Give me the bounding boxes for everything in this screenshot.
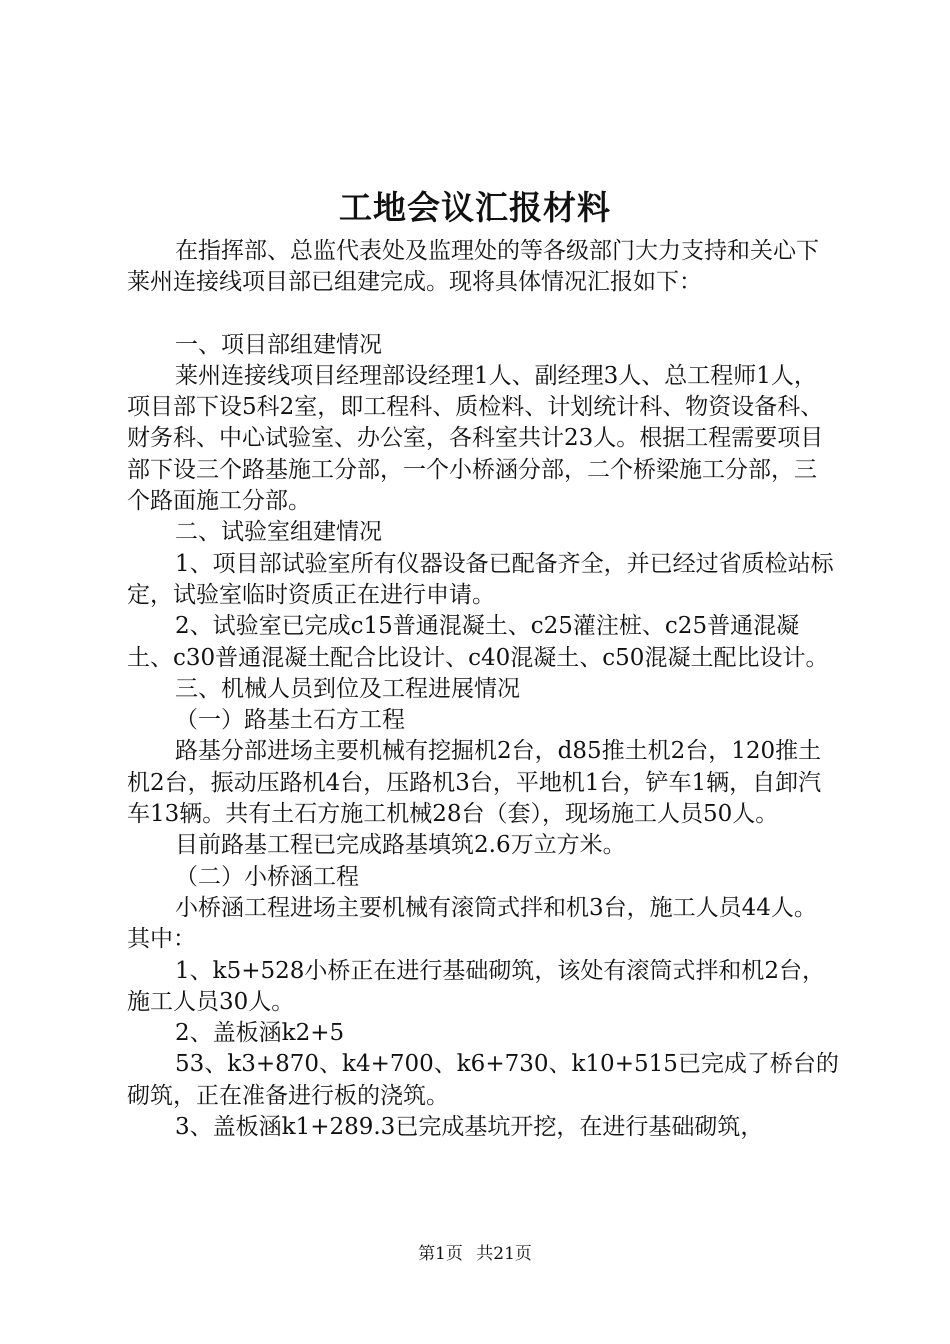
paragraph-roadbed-machinery: 路基分部进场主要机械有挖掘机2台，d85推土机2台，120推土机2台，振动压路机4台，压路机3台，平地机1台，铲车1辆，自卸汽车13辆。共有土石方施工机械28台（套），现场施工人员50人。	[127, 738, 822, 828]
paragraph-lab-1: 1、项目部试验室所有仪器设备已配备齐全，并已经过省质检站标定，试验室临时资质正在进行申请。	[127, 550, 834, 608]
intro-paragraph: 在指挥部、总监代表处及监理处的等各级部门大力支持和关心下莱州连接线项目部已组建完成。现将具体情况汇报如下：	[127, 238, 819, 296]
paragraph-culvert-item-2-continued: 53、k3+870、k4+700、k6+730、k10+515已完成了桥台的砌筑，正在准备进行板的浇筑。	[127, 1051, 839, 1109]
page-footer	[0, 1242, 950, 1266]
section-heading-3: 三、机械人员到位及工程进展情况	[175, 675, 520, 702]
document-title: 工地会议汇报材料	[339, 188, 611, 227]
subsection-heading-1: （一）路基土石方工程	[175, 707, 405, 734]
document-body	[127, 236, 839, 1143]
subsection-heading-2: （二）小桥涵工程	[175, 863, 359, 890]
paragraph-gap	[127, 299, 839, 330]
section-heading-1: 一、项目部组建情况	[175, 331, 382, 358]
paragraph-lab-2: 2、试验室已完成c15普通混凝土、c25灌注桩、c25普通混凝土、c30普通混凝土配合比设计、c40混凝土、c50混凝土配比设计。	[127, 613, 829, 671]
paragraph-culvert-item-1: 1、k5+528小桥正在进行基础砌筑，该处有滚筒式拌和机2台，施工人员30人。	[127, 957, 826, 1015]
section-heading-2: 二、试验室组建情况	[175, 519, 382, 546]
paragraph-project-organization: 莱州连接线项目经理部设经理1人、副经理3人、总工程师1人，项目部下设5科2室，即工程科、质检料、计划统计科、物资设备科、财务科、中心试验室、办公室，各科室共计23人。根据工程需要项目部下设三个路基施工分部，一个小桥涵分部，二个桥梁施工分部，三个路面施工分部。	[127, 362, 824, 515]
page-number: 第1页	[418, 1244, 463, 1264]
paragraph-culvert-item-3: 3、盖板涵k1+289.3已完成基坑开挖，在进行基础砌筑，	[175, 1114, 764, 1141]
page-total: 共21页	[476, 1244, 532, 1264]
paragraph-culvert-machinery: 小桥涵工程进场主要机械有滚筒式拌和机3台，施工人员44人。其中：	[127, 894, 817, 953]
paragraph-culvert-item-2: 2、盖板涵k2+5	[175, 1020, 345, 1047]
paragraph-roadbed-progress: 目前路基工程已完成路基填筑2.6万立方米。	[175, 832, 626, 859]
